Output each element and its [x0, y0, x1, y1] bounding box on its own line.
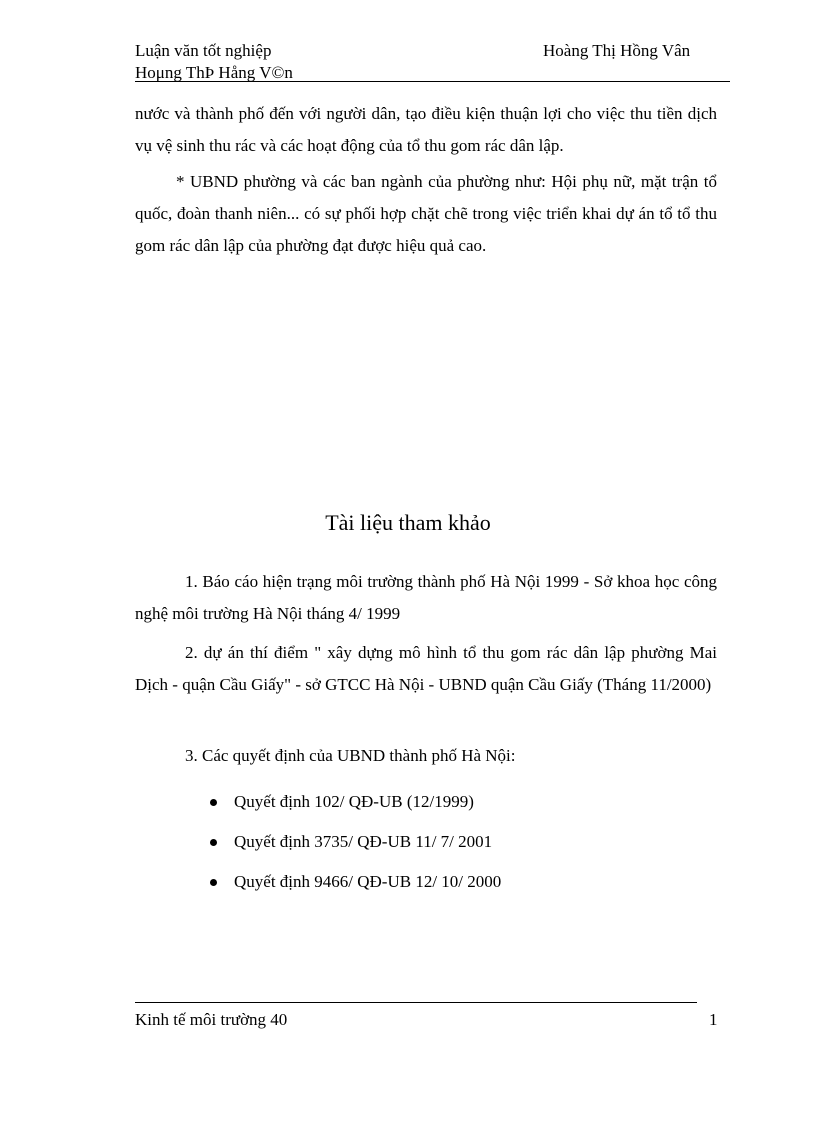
- header-title: Luận văn tốt nghiệp: [135, 41, 272, 60]
- list-item: [210, 862, 501, 902]
- bullet-icon: [210, 799, 217, 806]
- body-paragraph: nước và thành phố đến với người dân, tạo điều kiện thuận lợi cho việc thu tiền dịch vụ vệ sinh thu rác và các hoạt động của tổ thu gom rác dân lập.: [135, 104, 717, 155]
- footer-divider: [135, 1002, 697, 1003]
- decision-label: Quyết định 102/ QĐ-UB (12/1999): [234, 792, 474, 811]
- decision-list: [210, 782, 501, 902]
- list-item: [210, 782, 501, 822]
- decision-label: Quyết định 3735/ QĐ-UB 11/ 7/ 2001: [234, 832, 493, 851]
- header-author-garbled: Hoμng ThÞ Hång V©n: [135, 63, 293, 82]
- page-number: 1: [709, 1010, 718, 1029]
- header-author: Hoàng Thị Hồng Vân: [543, 41, 691, 60]
- decision-label: Quyết định 9466/ QĐ-UB 12/ 10/ 2000: [234, 872, 502, 891]
- reference-item-1: 1. Báo cáo hiện trạng môi trường thành phố Hà Nội 1999 - Sở khoa học công nghệ môi trường Hà Nội tháng 4/ 1999: [135, 572, 717, 623]
- references-heading: Tài liệu tham khảo: [325, 510, 491, 535]
- header-divider: [135, 81, 730, 82]
- list-item: [210, 822, 501, 862]
- reference-item-2: 2. dự án thí điểm " xây dựng mô hình tổ thu gom rác dân lập phường Mai Dịch - quận Cầu Giấy" - sở GTCC Hà Nội - UBND quận Cầu Giấy (Tháng 11/2000): [135, 643, 717, 694]
- reference-item-3: 3. Các quyết định của UBND thành phố Hà Nội:: [185, 746, 516, 765]
- body-paragraph: * UBND phường và các ban ngành của phường như: Hội phụ nữ, mặt trận tổ quốc, đoàn thanh niên... có sự phối hợp chặt chẽ trong việc triển khai dự án tổ tổ thu gom rác dân lập của phường đạt được hiệu quả cao.: [135, 172, 717, 255]
- bullet-icon: [210, 879, 217, 886]
- footer-label: Kinh tế môi trường 40: [135, 1010, 288, 1029]
- bullet-icon: [210, 839, 217, 846]
